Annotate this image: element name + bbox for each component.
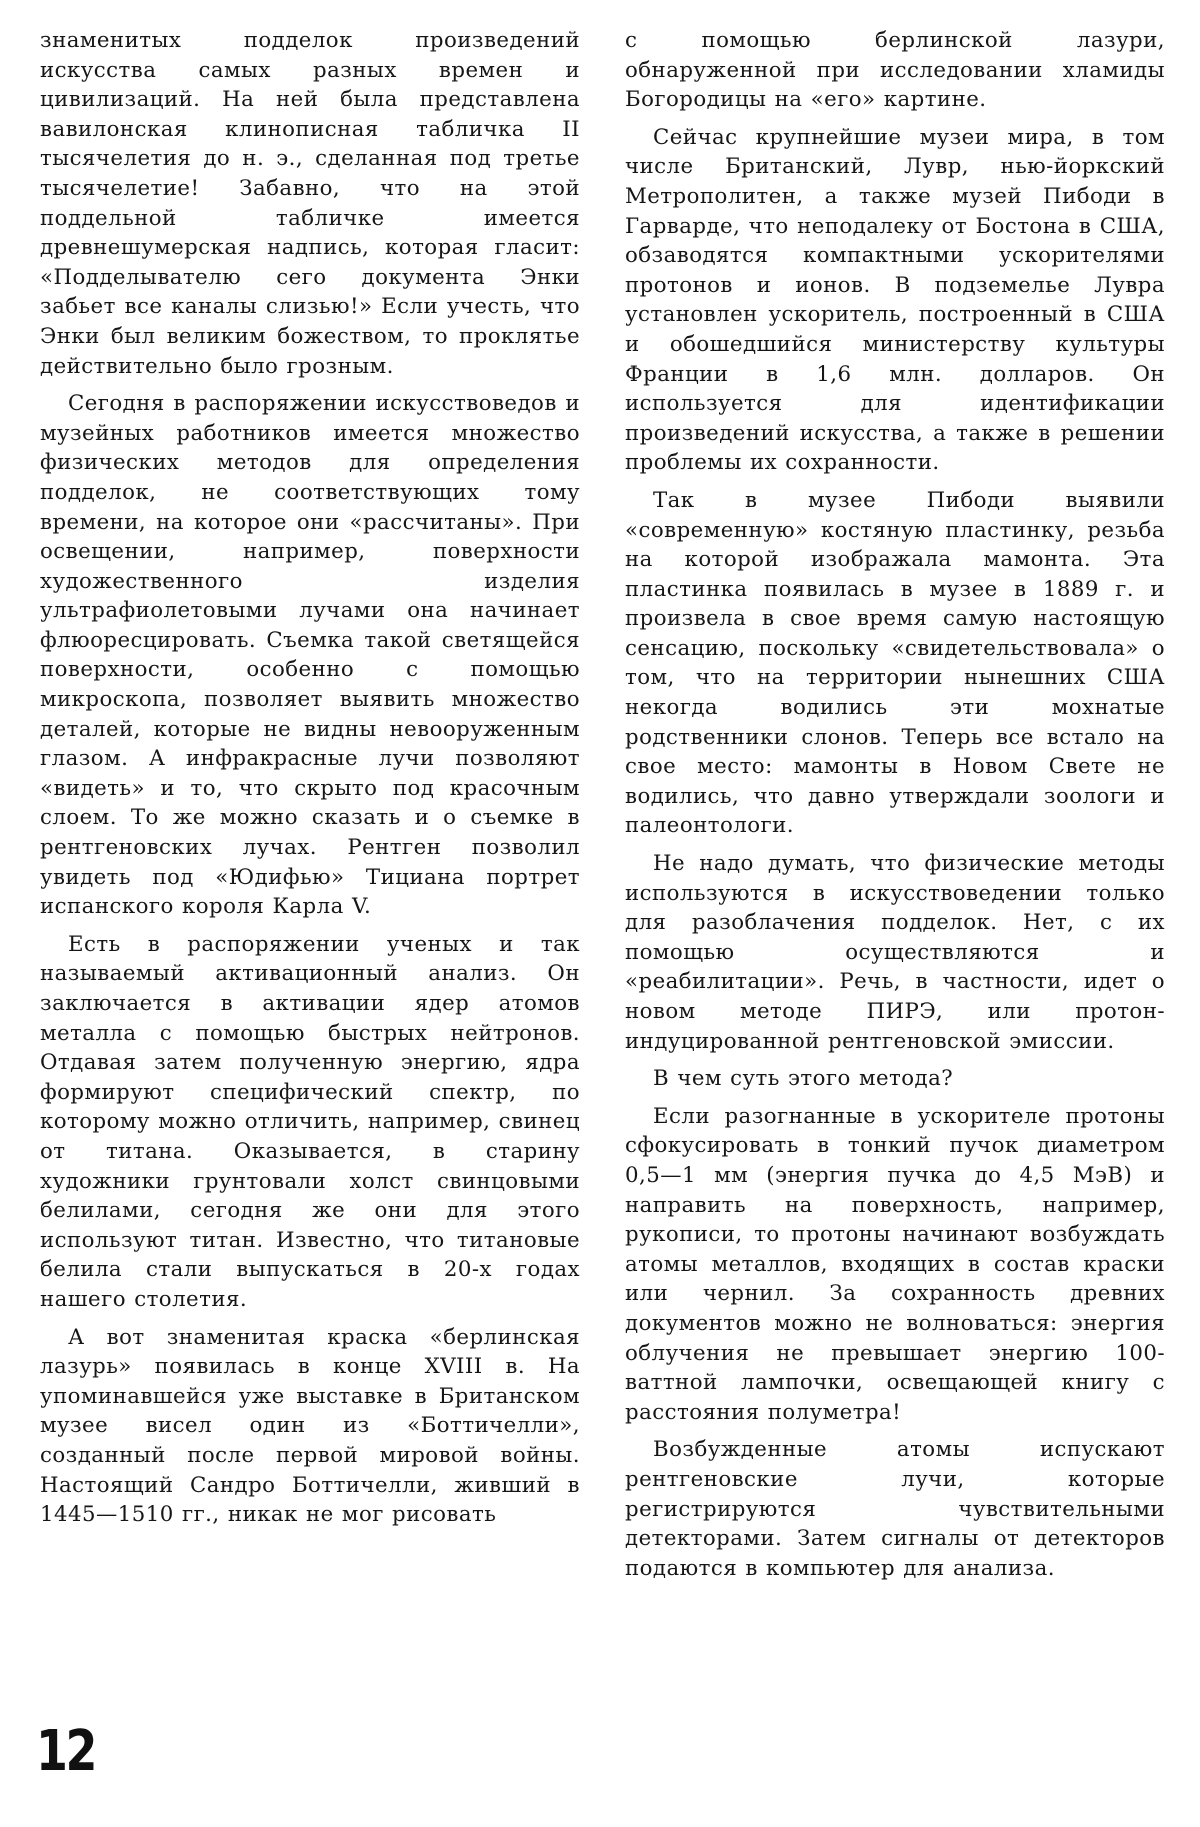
right-text-column bbox=[625, 26, 1165, 1591]
paragraph-left-2: Сегодня в распоряжении искусствоведов и музейных работников имеется множество физических методов для определения подделок, не соответствующих тому времени, на которое они «рассчитаны». При освещении, например, поверхности художественного изделия ультрафиолетовыми лучами она начинает флюоресцировать. Съемка такой светящейся поверхности, особенно с помощью микроскопа, позволяет выявить множество деталей, которые не видны невооруженным глазом. А инфракрасные лучи позволяют «видеть» и то, что скрыто под красочным слоем. То же можно сказать и о съемке в рентгеновских лучах. Рентген позволил увидеть под «Юдифью» Тициана портрет испанского короля Карла V. bbox=[40, 391, 580, 920]
paragraph-left-1: знаменитых подделок произведений искусства самых разных времен и цивилизаций. На ней была представлена вавилонская клинописная табличка II тысячелетия до н. э., сделанная под третье тысячелетие! Забавно, что на этой поддельной табличке имеется древнешумерская надпись, которая гласит: «Подделывателю сего документа Энки забьет все каналы слизью!» Если учесть, что Энки был великим божеством, то проклятье действительно было грозным. bbox=[40, 28, 580, 379]
page-number: 12 bbox=[36, 1719, 95, 1784]
paragraph-right-6: Если разогнанные в ускорителе протоны сфокусировать в тонкий пучок диаметром 0,5—1 мм (энергия пучка до 4,5 МэВ) и направить на поверхность, например, рукописи, то протоны начинают возбуждать атомы металлов, входящих в состав краски или чернил. За сохранность древних документов можно не волноваться: энергия облучения не превышает энергию 100-ваттной лампочки, освещающей книгу с расстояния полуметра! bbox=[625, 1103, 1165, 1425]
paragraph-right-2: Сейчас крупнейшие музеи мира, в том числе Британский, Лувр, нью-йоркский Метрополитен, а также музей Пибоди в Гарварде, что неподалеку от Бостона в США, обзаводятся компактными ускорителями протонов и ионов. В подземелье Лувра установлен ускоритель, построенный в США и обошедшийся министерству культуры Франции в 1,6 млн. долларов. Он используется для идентификации произведений искусства, а также в решении проблемы их сохранности. bbox=[625, 124, 1165, 476]
left-text-column bbox=[40, 26, 580, 1538]
paragraph-left-3: Есть в распоряжении ученых и так называемый активационный анализ. Он заключается в активации ядер атомов металла с помощью быстрых нейтронов. Отдавая затем полученную энергию, ядра формируют специфический спектр, по которому можно отличить, например, свинец от титана. Оказывается, в старину художники грунтовали холст свинцовыми белилами, сегодня же они для этого используют титан. Известно, что титановые белила стали выпускаться в 20-х годах нашего столетия. bbox=[40, 931, 580, 1312]
paragraph-left-4: А вот знаменитая краска «берлинская лазурь» появилась в конце XVIII в. На упоминавшейся уже выставке в Британском музее висел один из «Боттичелли», созданный после первой мировой войны. Настоящий Сандро Боттичелли, живший в 1445—1510 гг., никак не мог рисовать bbox=[40, 1324, 580, 1528]
paragraph-right-3: Так в музее Пибоди выявили «современную» костяную пластинку, резьба на которой изображала мамонта. Эта пластинка появилась в музее в 1889 г. и произвела в свое время самую настоящую сенсацию, поскольку «свидетельствовала» о том, что на территории нынешних США некогда водились эти мохнатые родственники слонов. Теперь все встало на свое место: мамонты в Новом Свете не водились, что давно утверждали зоологи и палеонтологи. bbox=[625, 487, 1165, 839]
paragraph-right-4: Не надо думать, что физические методы используются в искусствоведении только для разоблачения подделок. Нет, с их помощью осуществляются и «реабилитации». Речь, в частности, идет о новом методе ПИРЭ, или протон-индуцированной рентгеновской эмиссии. bbox=[625, 851, 1165, 1054]
paragraph-right-1: с помощью берлинской лазури, обнаруженной при исследовании хламиды Богородицы на «его» картине. bbox=[625, 28, 1165, 113]
paragraph-right-5: В чем суть этого метода? bbox=[653, 1066, 954, 1092]
paragraph-right-7: Возбужденные атомы испускают рентгеновские лучи, которые регистрируются чувствительными детекторами. Затем сигналы от детекторов подаются в компьютер для анализа. bbox=[625, 1437, 1165, 1581]
